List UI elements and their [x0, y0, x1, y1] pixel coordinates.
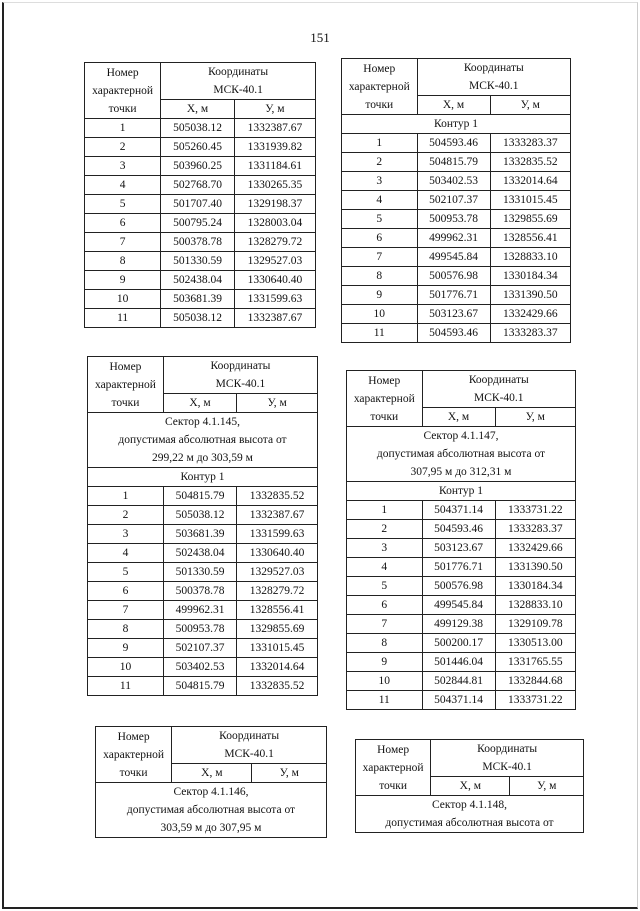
y-coordinate-cell: 1333283.37 [490, 324, 570, 343]
text-line: допустимая абсолютная высота от [126, 804, 296, 816]
y-coordinate-cell: 1329855.69 [237, 620, 318, 639]
y-coordinate-cell: 1331939.82 [234, 138, 315, 157]
x-coordinate-cell: 505038.12 [161, 119, 235, 138]
table-row [342, 286, 571, 305]
table-row [347, 596, 576, 615]
table-row [88, 525, 318, 544]
point-number-cell: 9 [88, 639, 164, 658]
point-number-cell: 7 [85, 233, 161, 252]
table-row [342, 172, 571, 191]
point-number-cell: 7 [347, 615, 423, 634]
y-coordinate-cell: 1333731.22 [495, 501, 575, 520]
header-row [342, 59, 571, 96]
point-number-cell: 11 [88, 677, 164, 696]
table-row [342, 153, 571, 172]
x-axis-header: Х, м [161, 100, 235, 119]
coordinates-header [422, 371, 575, 408]
coordinates-header [172, 727, 327, 764]
x-coordinate-cell: 503402.53 [417, 172, 490, 191]
y-coordinate-cell: 1332429.66 [490, 305, 570, 324]
coordinates-table-2 [341, 58, 571, 343]
y-coordinate-cell: 1331015.45 [490, 191, 570, 210]
x-coordinate-cell: 501776.71 [417, 286, 490, 305]
x-coordinate-cell: 503960.25 [161, 157, 235, 176]
x-coordinate-cell: 504371.14 [422, 691, 495, 710]
point-number-cell: 1 [342, 134, 418, 153]
coordinates-header [431, 740, 584, 777]
point-number-cell: 2 [347, 520, 423, 539]
x-coordinate-cell: 501776.71 [422, 558, 495, 577]
table-row [85, 214, 316, 233]
x-coordinate-cell: 500795.24 [161, 214, 235, 233]
coordinates-header [163, 357, 317, 394]
point-number-cell: 8 [347, 634, 423, 653]
x-coordinate-cell: 505038.12 [163, 506, 236, 525]
x-coordinate-cell: 504815.79 [163, 677, 236, 696]
table-row [85, 176, 316, 195]
x-coordinate-cell: 502107.37 [163, 639, 236, 658]
text-line: Сектор 4.1.147, [423, 430, 499, 442]
y-axis-header: У, м [510, 777, 584, 796]
point-number-cell: 5 [347, 577, 423, 596]
table-row [85, 157, 316, 176]
sector-description [88, 413, 318, 468]
header-row [96, 727, 327, 764]
table-row [347, 520, 576, 539]
y-coordinate-cell: 1329109.78 [495, 615, 575, 634]
x-coordinate-cell: 501446.04 [422, 653, 495, 672]
y-coordinate-cell: 1328279.72 [234, 233, 315, 252]
text-line: характерной [103, 748, 165, 761]
x-coordinate-cell: 499962.31 [417, 229, 490, 248]
table-row [342, 267, 571, 286]
y-coordinate-cell: 1330265.35 [234, 176, 315, 195]
x-coordinate-cell: 502768.70 [161, 176, 235, 195]
text-line: характерной [92, 84, 154, 97]
point-number-header [88, 357, 164, 413]
table-row [85, 290, 316, 309]
point-number-header [96, 727, 172, 783]
text-line: МСК-40.1 [482, 761, 532, 773]
text-line: точки [370, 410, 399, 423]
table-row [347, 634, 576, 653]
point-number-cell: 9 [342, 286, 418, 305]
sector-description [347, 427, 576, 482]
y-coordinate-cell: 1332387.67 [234, 309, 315, 328]
y-axis-header: У, м [237, 394, 318, 413]
text-line: Координаты [210, 360, 271, 372]
point-number-cell: 2 [88, 506, 164, 525]
point-number-cell: 5 [88, 563, 164, 582]
point-number-cell: 10 [85, 290, 161, 309]
x-coordinate-cell: 500953.78 [163, 620, 236, 639]
text-line: характерной [362, 761, 424, 774]
table-row [347, 691, 576, 710]
table-row [347, 558, 576, 577]
point-number-cell: 11 [347, 691, 423, 710]
text-line: Координаты [208, 66, 269, 78]
x-coordinate-cell: 500378.78 [163, 582, 236, 601]
sector-row [96, 783, 327, 838]
y-coordinate-cell: 1330640.40 [237, 544, 318, 563]
table-row [85, 252, 316, 271]
text-line: Номер [106, 66, 139, 79]
point-number-header [347, 371, 423, 427]
y-coordinate-cell: 1329198.37 [234, 195, 315, 214]
table-row [88, 639, 318, 658]
y-coordinate-cell: 1331765.55 [495, 653, 575, 672]
text-line: Сектор 4.1.146, [173, 786, 249, 798]
x-coordinate-cell: 505260.45 [161, 138, 235, 157]
table-row [88, 487, 318, 506]
point-number-cell: 8 [342, 267, 418, 286]
y-coordinate-cell: 1332387.67 [234, 119, 315, 138]
text-line: Номер [368, 374, 401, 387]
point-number-cell: 9 [85, 271, 161, 290]
x-coordinate-cell: 499545.84 [417, 248, 490, 267]
x-axis-header: Х, м [431, 777, 510, 796]
y-coordinate-cell: 1330640.40 [234, 271, 315, 290]
header-row [88, 357, 318, 394]
x-coordinate-cell: 500576.98 [417, 267, 490, 286]
text-line: Номер [117, 730, 150, 743]
point-number-cell: 10 [347, 672, 423, 691]
table-row [347, 577, 576, 596]
y-coordinate-cell: 1328003.04 [234, 214, 315, 233]
coordinates-table-sector-4-1-146 [95, 726, 327, 838]
x-coordinate-cell: 499129.38 [422, 615, 495, 634]
x-axis-header: Х, м [422, 408, 495, 427]
point-number-header [356, 740, 431, 796]
coordinates-table-sector-4-1-148 [355, 739, 584, 833]
text-line: Координаты [468, 374, 529, 386]
point-number-cell: 6 [347, 596, 423, 615]
y-coordinate-cell: 1331390.50 [495, 558, 575, 577]
y-coordinate-cell: 1332014.64 [237, 658, 318, 677]
point-number-cell: 6 [342, 229, 418, 248]
point-number-cell: 3 [85, 157, 161, 176]
table-row [347, 501, 576, 520]
page-number: 151 [310, 30, 330, 45]
x-coordinate-cell: 504371.14 [422, 501, 495, 520]
point-number-cell: 6 [85, 214, 161, 233]
text-line: Координаты [463, 62, 524, 74]
table-row [342, 305, 571, 324]
x-coordinate-cell: 504593.46 [417, 324, 490, 343]
text-line: МСК-40.1 [469, 80, 519, 92]
table-row [88, 620, 318, 639]
y-coordinate-cell: 1331015.45 [237, 639, 318, 658]
table-row [347, 653, 576, 672]
text-line: допустимая абсолютная высота от [385, 817, 554, 829]
point-number-cell: 4 [85, 176, 161, 195]
x-coordinate-cell: 504593.46 [417, 134, 490, 153]
text-line: Координаты [477, 743, 538, 755]
point-number-cell: 5 [85, 195, 161, 214]
contour-row [88, 468, 318, 487]
point-number-cell: 10 [88, 658, 164, 677]
point-number-cell: 7 [88, 601, 164, 620]
sector-description [96, 783, 327, 838]
y-coordinate-cell: 1333283.37 [495, 520, 575, 539]
table-row [85, 309, 316, 328]
text-line: допустимая абсолютная высота от [118, 434, 287, 446]
y-coordinate-cell: 1332835.52 [237, 677, 318, 696]
table-row [88, 544, 318, 563]
table-row [88, 506, 318, 525]
point-number-cell: 3 [347, 539, 423, 558]
point-number-cell: 4 [88, 544, 164, 563]
text-line: характерной [353, 392, 415, 405]
y-coordinate-cell: 1329855.69 [490, 210, 570, 229]
y-coordinate-cell: 1328833.10 [490, 248, 570, 267]
text-line: Номер [363, 62, 396, 75]
x-coordinate-cell: 503681.39 [161, 290, 235, 309]
contour-label: Контур 1 [342, 115, 571, 134]
text-line: характерной [94, 378, 156, 391]
y-coordinate-cell: 1331184.61 [234, 157, 315, 176]
text-line: 299,22 м до 303,59 м [152, 452, 253, 464]
x-axis-header: Х, м [417, 96, 490, 115]
table-row [85, 138, 316, 157]
table-row [88, 601, 318, 620]
x-coordinate-cell: 504815.79 [163, 487, 236, 506]
x-coordinate-cell: 502107.37 [417, 191, 490, 210]
y-coordinate-cell: 1332835.52 [490, 153, 570, 172]
table-row [85, 233, 316, 252]
text-line: МСК-40.1 [224, 748, 274, 760]
point-number-cell: 11 [342, 324, 418, 343]
y-coordinate-cell: 1332835.52 [237, 487, 318, 506]
x-coordinate-cell: 502438.04 [163, 544, 236, 563]
point-number-cell: 9 [347, 653, 423, 672]
point-number-cell: 1 [347, 501, 423, 520]
text-line: характерной [348, 80, 410, 93]
x-coordinate-cell: 500200.17 [422, 634, 495, 653]
x-axis-header: Х, м [172, 764, 252, 783]
table-row [85, 271, 316, 290]
header-row [347, 371, 576, 408]
table-row [347, 539, 576, 558]
text-line: МСК-40.1 [213, 84, 263, 96]
point-number-cell: 11 [85, 309, 161, 328]
table-row [88, 677, 318, 696]
y-coordinate-cell: 1332014.64 [490, 172, 570, 191]
text-line: 303,59 м до 307,95 м [160, 822, 262, 834]
y-coordinate-cell: 1330513.00 [495, 634, 575, 653]
table-row [342, 134, 571, 153]
x-coordinate-cell: 499962.31 [163, 601, 236, 620]
x-coordinate-cell: 501330.59 [161, 252, 235, 271]
y-coordinate-cell: 1328279.72 [237, 582, 318, 601]
text-line: МСК-40.1 [474, 392, 524, 404]
table-row [88, 563, 318, 582]
text-line: Сектор 4.1.148, [432, 799, 507, 811]
contour-row [347, 482, 576, 501]
sector-description [356, 796, 584, 833]
y-axis-header: У, м [234, 100, 315, 119]
point-number-cell: 4 [342, 191, 418, 210]
table-row [342, 229, 571, 248]
x-coordinate-cell: 502844.81 [422, 672, 495, 691]
x-axis-header: Х, м [163, 394, 236, 413]
text-line: Номер [109, 360, 142, 373]
x-coordinate-cell: 504815.79 [417, 153, 490, 172]
text-line: точки [365, 98, 394, 111]
coordinates-header [161, 63, 316, 100]
y-coordinate-cell: 1333731.22 [495, 691, 575, 710]
coordinates-table-sector-4-1-145 [87, 356, 318, 696]
y-coordinate-cell: 1331599.63 [234, 290, 315, 309]
x-coordinate-cell: 500576.98 [422, 577, 495, 596]
x-coordinate-cell: 500953.78 [417, 210, 490, 229]
point-number-cell: 1 [85, 119, 161, 138]
coordinates-table-1 [84, 62, 316, 328]
coordinates-header [417, 59, 570, 96]
point-number-header [85, 63, 161, 119]
table-row [342, 324, 571, 343]
table-row [88, 658, 318, 677]
table-row [347, 672, 576, 691]
x-coordinate-cell: 505038.12 [161, 309, 235, 328]
point-number-cell: 8 [85, 252, 161, 271]
point-number-cell: 2 [85, 138, 161, 157]
sector-row [356, 796, 584, 833]
contour-row [342, 115, 571, 134]
x-coordinate-cell: 503123.67 [417, 305, 490, 324]
y-axis-header: У, м [252, 764, 327, 783]
x-coordinate-cell: 499545.84 [422, 596, 495, 615]
text-line: допустимая абсолютная высота от [376, 448, 546, 460]
header-row [85, 63, 316, 100]
x-coordinate-cell: 503681.39 [163, 525, 236, 544]
contour-label: Контур 1 [347, 482, 576, 501]
sector-row [347, 427, 576, 482]
sector-row [88, 413, 318, 468]
point-number-header [342, 59, 418, 115]
point-number-cell: 4 [347, 558, 423, 577]
text-line: точки [119, 766, 148, 779]
x-coordinate-cell: 501707.40 [161, 195, 235, 214]
y-coordinate-cell: 1332844.68 [495, 672, 575, 691]
text-line: точки [108, 102, 137, 115]
x-coordinate-cell: 502438.04 [161, 271, 235, 290]
table-row [347, 615, 576, 634]
table-row [342, 210, 571, 229]
point-number-cell: 5 [342, 210, 418, 229]
y-axis-header: У, м [495, 408, 575, 427]
table-row [88, 582, 318, 601]
header-row [356, 740, 584, 777]
point-number-cell: 1 [88, 487, 164, 506]
y-coordinate-cell: 1330184.34 [490, 267, 570, 286]
y-coordinate-cell: 1328556.41 [490, 229, 570, 248]
point-number-cell: 7 [342, 248, 418, 267]
table-row [342, 248, 571, 267]
y-coordinate-cell: 1332429.66 [495, 539, 575, 558]
text-line: Номер [377, 743, 410, 756]
point-number-cell: 3 [342, 172, 418, 191]
coordinates-table-sector-4-1-147 [346, 370, 576, 710]
point-number-cell: 6 [88, 582, 164, 601]
point-number-cell: 2 [342, 153, 418, 172]
y-coordinate-cell: 1328556.41 [237, 601, 318, 620]
table-row [85, 195, 316, 214]
point-number-cell: 8 [88, 620, 164, 639]
x-coordinate-cell: 504593.46 [422, 520, 495, 539]
y-coordinate-cell: 1329527.03 [234, 252, 315, 271]
text-line: 307,95 м до 312,31 м [410, 466, 512, 478]
y-coordinate-cell: 1332387.67 [237, 506, 318, 525]
y-axis-header: У, м [490, 96, 570, 115]
text-line: Сектор 4.1.145, [165, 416, 240, 428]
text-line: точки [111, 396, 140, 409]
table-row [85, 119, 316, 138]
y-coordinate-cell: 1330184.34 [495, 577, 575, 596]
contour-label: Контур 1 [88, 468, 318, 487]
text-line: МСК-40.1 [215, 378, 266, 390]
point-number-cell: 10 [342, 305, 418, 324]
text-line: Координаты [219, 730, 280, 742]
x-coordinate-cell: 503402.53 [163, 658, 236, 677]
x-coordinate-cell: 503123.67 [422, 539, 495, 558]
y-coordinate-cell: 1328833.10 [495, 596, 575, 615]
x-coordinate-cell: 501330.59 [163, 563, 236, 582]
y-coordinate-cell: 1333283.37 [490, 134, 570, 153]
text-line: точки [379, 779, 408, 792]
y-coordinate-cell: 1329527.03 [237, 563, 318, 582]
x-coordinate-cell: 500378.78 [161, 233, 235, 252]
point-number-cell: 3 [88, 525, 164, 544]
table-row [342, 191, 571, 210]
y-coordinate-cell: 1331390.50 [490, 286, 570, 305]
y-coordinate-cell: 1331599.63 [237, 525, 318, 544]
